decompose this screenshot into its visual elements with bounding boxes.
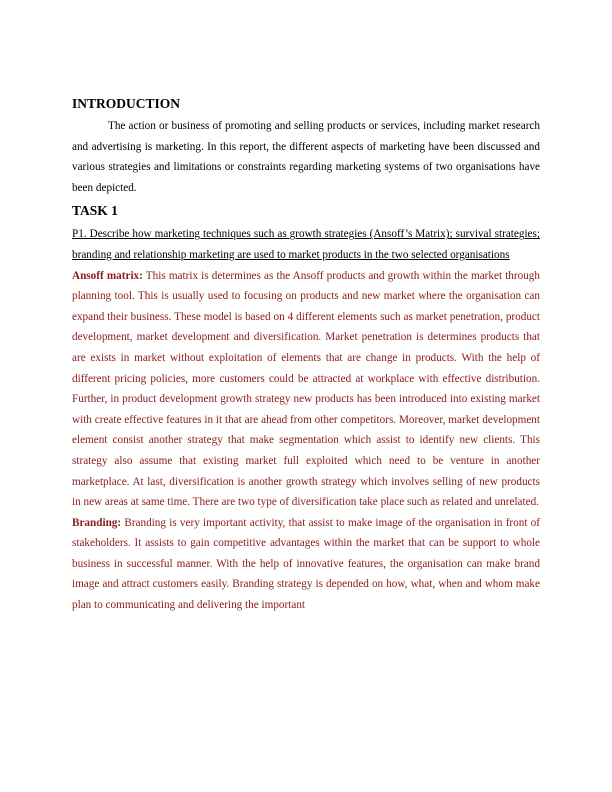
intro-paragraph: The action or business of promoting and selling products or services, including market research and advertising is marketing. In this report, the different aspects of marketing have been discussed and various strategies and limitations or constraints regarding marketing systems of two organisations have been depicted. (72, 120, 540, 194)
branding-label: Branding: (72, 516, 122, 529)
branding-paragraph (72, 513, 540, 616)
document-page (72, 95, 540, 616)
task1-heading: TASK 1 (72, 203, 118, 219)
task1-question: P1. Describe how marketing techniques such as growth strategies (Ansoff’s Matrix); survival strategies; branding and relationship marketing are used to market products in the two selected organisations (72, 228, 540, 261)
ansoff-text: This matrix is determines as the Ansoff products and growth within the market through planning tool. This is usually used to focusing on products and new market where the organisation can expand their business. These model is based on 4 different elements such as market penetration, product development, market development and diversification. Market penetration is determines products that are exists in market without exploitation of elements that are change in products. With the help of different pricing policies, more customers could be attracted at workplace with effective distribution. Further, in product development growth strategy new products has been introduced into existing market with create effective features in it that are ahead from other competitors. Moreover, market development element consist another strategy that make segmentation which assist to identify new clients. This strategy also assume that existing market full exploited which need to be venture in another marketplace. At last, diversification is another growth strategy which involves selling of new products in new areas at same time. There are two type of diversification take place such as related and unrelated. (72, 269, 540, 509)
ansoff-label: Ansoff matrix: (72, 269, 143, 282)
branding-text: Branding is very important activity, that assist to make image of the organisation in front of stakeholders. It assists to gain competitive advantages within the market that can be support to whole business in successful manner. With the help of innovative features, the organisation can make brand image and attract customers easily. Branding strategy is depended on how, what, when and whom make plan to communicating and delivering the important (72, 516, 540, 612)
ansoff-paragraph (72, 266, 540, 513)
intro-heading: INTRODUCTION (72, 96, 181, 111)
